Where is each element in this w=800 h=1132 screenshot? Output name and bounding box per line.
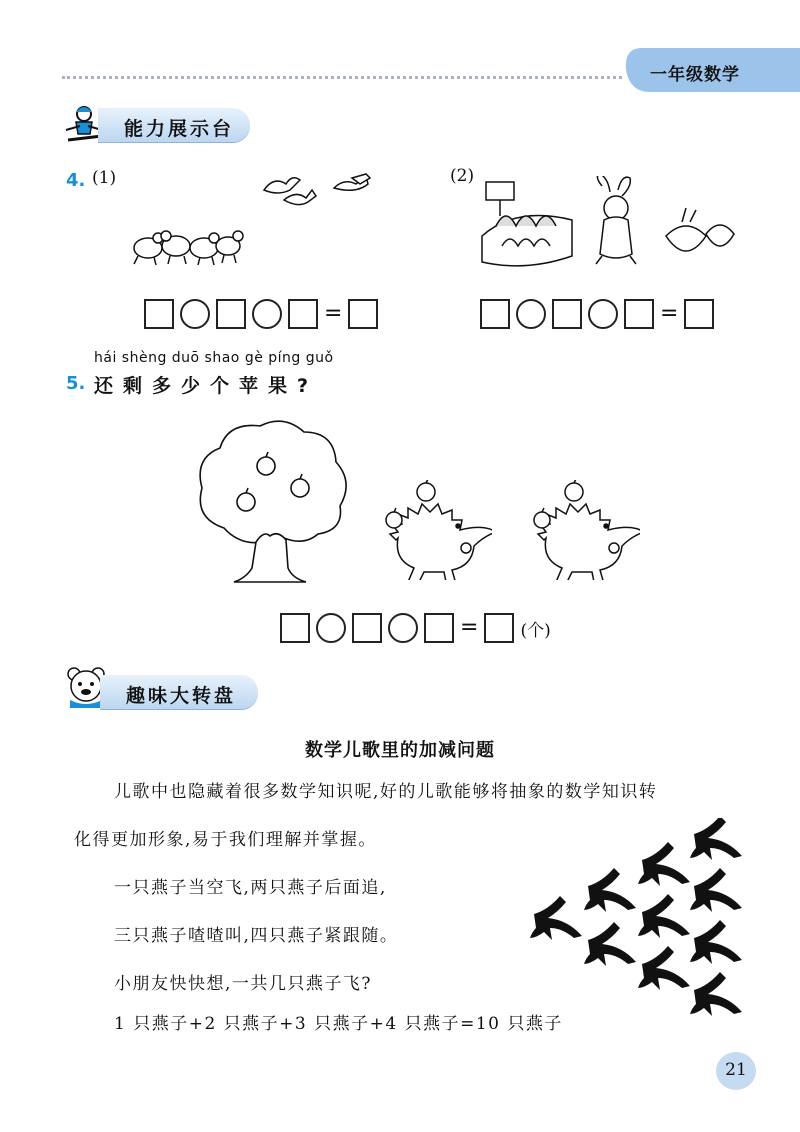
poem-equation: 1 只燕子+2 只燕子+3 只燕子+4 只燕子=10 只燕子 [114,1014,563,1034]
swallow-icon [690,868,742,912]
part-label-2: (2) [450,166,475,186]
swallow-icon [584,922,636,966]
operator-circle[interactable] [588,299,618,329]
answer-box[interactable] [288,299,318,329]
answer-box[interactable] [280,613,310,643]
unit-label: (个) [520,620,551,641]
hedgehog-icon [382,480,492,580]
question-number: 5. [66,373,86,394]
section-title: 能力展示台 [124,118,235,140]
swallow-icon [638,946,690,990]
poem-line-2: 三只燕子喳喳叫,四只燕子紧跟随。 [114,926,399,946]
result-box[interactable] [684,299,714,329]
article-title: 数学儿歌里的加减问题 [305,740,495,761]
answer-box[interactable] [424,613,454,643]
equals-sign: = [460,615,479,640]
section-title: 趣味大转盘 [126,685,237,707]
answer-box[interactable] [552,299,582,329]
answer-box[interactable] [480,299,510,329]
swallow-icon [638,894,690,938]
header-dotted-rule [62,76,622,79]
q5-pinyin: hái shèng duō shao gè píng guǒ [94,350,334,366]
swallow-icon [690,972,742,1016]
q5-question: 还剩多少个苹果? [94,375,319,397]
equals-sign: = [324,301,343,326]
equation-row-q4-2 [480,299,714,329]
equals-sign: = [660,301,679,326]
swallow-icon [690,920,742,964]
grade-label: 一年级数学 [650,65,740,85]
swallow-flock [528,818,758,1032]
question-number: 4. [66,170,86,191]
equation-row-q5 [280,613,551,643]
operator-circle[interactable] [316,613,346,643]
answer-box[interactable] [624,299,654,329]
apple-tree-icon [194,418,354,588]
rabbit-icon [476,176,740,276]
section-banner-fun [100,675,258,709]
operator-circle[interactable] [388,613,418,643]
result-box[interactable] [484,613,514,643]
swallow-icon [690,818,742,860]
page-number-badge [716,1052,756,1090]
article-intro-line-1: 儿歌中也隐藏着很多数学知识呢,好的儿歌能够将抽象的数学知识转 [114,782,658,802]
swallow-icon [638,842,690,886]
swallow-icon [530,896,582,940]
operator-circle[interactable] [516,299,546,329]
answer-box[interactable] [352,613,382,643]
answer-box[interactable] [144,299,174,329]
bird-icon [124,160,394,270]
part-label-1: (1) [92,168,117,188]
equation-row-q4-1 [144,299,378,329]
operator-circle[interactable] [252,299,282,329]
operator-circle[interactable] [180,299,210,329]
answer-box[interactable] [216,299,246,329]
swallow-icon [584,868,636,912]
hedgehog-icon [530,480,640,580]
section-banner-ability [98,108,250,142]
page-number: 21 [725,1060,747,1080]
poem-line-3: 小朋友快快想,一共几只燕子飞? [114,974,373,994]
poem-line-1: 一只燕子当空飞,两只燕子后面追, [114,878,387,898]
result-box[interactable] [348,299,378,329]
article-intro-line-2: 化得更加形象,易于我们理解并掌握。 [74,830,377,850]
